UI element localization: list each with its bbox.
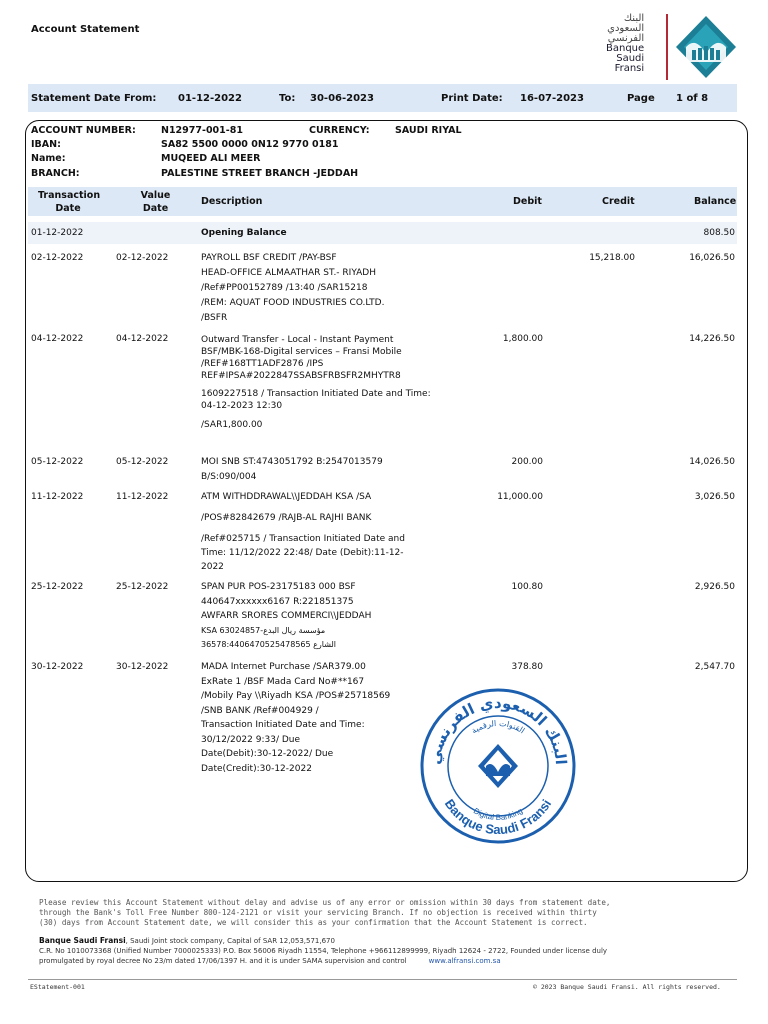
account-number-value: N12977-001-81 bbox=[161, 125, 243, 136]
row-credit: 15,218.00 bbox=[589, 253, 635, 263]
value-date-header: Value Date bbox=[140, 190, 171, 214]
row-transaction-date: 11-12-2022 bbox=[31, 492, 84, 502]
account-number-label: ACCOUNT NUMBER: bbox=[31, 125, 136, 136]
row-description: Opening Balance bbox=[201, 228, 287, 238]
row-description: MADA Internet Purchase /SAR379.00 ExRate 1 /BSF Mada Card No#**167 /Mobily Pay \\Riyadh KSA /POS#25718569 /SNB BANK /Ref#004929 / Transaction Initiated Date and Time: 30/12/2022 9:33/ Due Date(Debit):30-12-2022/ Due Date(Credit):30-12-2022 bbox=[201, 662, 391, 774]
row-debit: 100.80 bbox=[511, 582, 543, 592]
row-balance: 2,926.50 bbox=[694, 582, 735, 592]
from-label: Statement Date From: bbox=[31, 93, 157, 104]
row-transaction-date: 02-12-2022 bbox=[31, 253, 84, 263]
statement-notice: Please review this Account Statement without delay and advise us of any error or omission within 30 days from statement date, through the Bank's Toll Free Number 800-124-2121 or visit your servicing Branch. If no objection is received within thirty (30) days from Account Statement date, we will consider this as your confirmation that the Account Statement is correct. bbox=[39, 898, 611, 927]
row-transaction-date: 25-12-2022 bbox=[31, 582, 84, 592]
statement-header-band bbox=[28, 84, 737, 112]
to-value: 30-06-2023 bbox=[310, 93, 374, 104]
row-value-date: 30-12-2022 bbox=[116, 662, 169, 672]
row-debit: 1,800.00 bbox=[502, 334, 543, 344]
row-debit: 11,000.00 bbox=[497, 492, 543, 502]
copyright: © 2023 Banque Saudi Fransi. All rights reserved. bbox=[533, 983, 721, 991]
transaction-date-header: Transaction Date bbox=[38, 190, 101, 214]
row-transaction-date: 05-12-2022 bbox=[31, 457, 84, 467]
digital-banking-stamp bbox=[418, 686, 578, 846]
row-description: SPAN PUR POS-23175183 000 BSF 440647xxxxxx6167 R:221851375 AWFARR SRORES COMMERCI\\JEDDAH KSA 63024857-مؤسسة ريال البدع 36578:الشارع 4406470525478565 bbox=[201, 582, 372, 649]
opening-balance-row-bg bbox=[28, 222, 737, 244]
bank-logo-icon bbox=[674, 14, 738, 80]
to-label: To: bbox=[279, 93, 296, 104]
balance-header: Balance bbox=[694, 196, 737, 207]
row-description: MOI SNB ST:4743051792 B:2547013579 B/S:090/004 bbox=[201, 457, 383, 482]
page-title: Account Statement bbox=[31, 24, 140, 35]
bank-website-link[interactable]: www.alfransi.com.sa bbox=[428, 957, 501, 965]
row-value-date: 05-12-2022 bbox=[116, 457, 169, 467]
row-balance: 2,547.70 bbox=[694, 662, 735, 672]
bank-logo-text: البنك السعودي الفرنسي Banque Saudi Fransi bbox=[606, 13, 645, 74]
row-value-date: 11-12-2022 bbox=[116, 492, 169, 502]
row-description: Outward Transfer - Local - Instant Payment BSF/MBK-168-Digital services – Fransi Mobile /REF#168TT1ADF2876 /IPS REF#IPSA#2022847SSABSFRBSFR2MHYTR8 1609227518 / Transaction Initiated Date and Time: 04-12-2023 12:30 /SAR1,800.00 bbox=[201, 335, 431, 430]
row-balance: 808.50 bbox=[703, 228, 735, 238]
print-date-label: Print Date: bbox=[441, 93, 503, 104]
row-debit: 200.00 bbox=[511, 457, 543, 467]
iban-label: IBAN: bbox=[31, 139, 61, 150]
stamp-logo-icon bbox=[478, 744, 518, 788]
row-description: ATM WITHDDRAWAL\\JEDDAH KSA /SA /POS#82842679 /RAJB-AL RAJHI BANK /Ref#025715 / Transaction Initiated Date and Time: 11/12/2022 22:48/ Date (Debit):11-12- 2022 bbox=[201, 492, 405, 572]
row-value-date: 02-12-2022 bbox=[116, 253, 169, 263]
row-balance: 14,226.50 bbox=[689, 334, 735, 344]
name-label: Name: bbox=[31, 153, 66, 164]
row-transaction-date: 30-12-2022 bbox=[31, 662, 84, 672]
row-balance: 14,026.50 bbox=[689, 457, 735, 467]
row-balance: 3,026.50 bbox=[694, 492, 735, 502]
page-label: Page bbox=[627, 93, 655, 104]
row-transaction-date: 01-12-2022 bbox=[31, 228, 84, 238]
form-code: EStatement-001 bbox=[30, 983, 85, 991]
stamp-digital-banking: Digital Banking bbox=[471, 806, 525, 823]
currency-label: CURRENCY: bbox=[309, 125, 370, 136]
stamp-bank-name: Banque Saudi Fransi bbox=[441, 796, 555, 838]
description-header: Description bbox=[201, 196, 263, 207]
from-value: 01-12-2022 bbox=[178, 93, 242, 104]
currency-value: SAUDI RIYAL bbox=[395, 125, 462, 136]
branch-label: BRANCH: bbox=[31, 168, 80, 179]
stamp-arabic-name: البنك السعودي الفرنسي bbox=[425, 693, 571, 766]
row-value-date: 25-12-2022 bbox=[116, 582, 169, 592]
name-value: MUQEED ALI MEER bbox=[161, 153, 261, 164]
footer-divider bbox=[28, 979, 737, 980]
print-date-value: 16-07-2023 bbox=[520, 93, 584, 104]
row-value-date: 04-12-2022 bbox=[116, 334, 169, 344]
row-description: PAYROLL BSF CREDIT /PAY-BSF HEAD-OFFICE ALMAATHAR ST.- RIYADH /Ref#PP00152789 /13:40 /SAR15218 /REM: AQUAT FOOD INDUSTRIES CO.LTD. /BSFR bbox=[201, 253, 385, 323]
transactions-table-header bbox=[28, 187, 737, 216]
page-number: 1 of 8 bbox=[676, 93, 709, 104]
row-transaction-date: 04-12-2022 bbox=[31, 334, 84, 344]
bank-legal-info: Banque Saudi Fransi, Saudi Joint stock company, Capital of SAR 12,053,571,670 C.R. No 1010073368 (Unified Number 7000025333) P.O. Box 56006 Riyadh 11554, Telephone +966112899999, Riyadh 12624 - 2722, Founded under license duly promulgated by royal decree No 23/m dated 17/06/1397 H. and it is under SAMA supervision and control www.alfransi.com.sa bbox=[39, 936, 608, 965]
row-balance: 16,026.50 bbox=[689, 253, 735, 263]
credit-header: Credit bbox=[602, 196, 635, 207]
stamp-arabic-channels: القنوات الرقمية bbox=[469, 718, 527, 736]
row-debit: 378.80 bbox=[511, 662, 543, 672]
debit-header: Debit bbox=[513, 196, 542, 207]
branch-value: PALESTINE STREET BRANCH -JEDDAH bbox=[161, 168, 359, 179]
logo-divider bbox=[666, 14, 668, 80]
iban-value: SA82 5500 0000 0N12 9770 0181 bbox=[161, 139, 339, 150]
